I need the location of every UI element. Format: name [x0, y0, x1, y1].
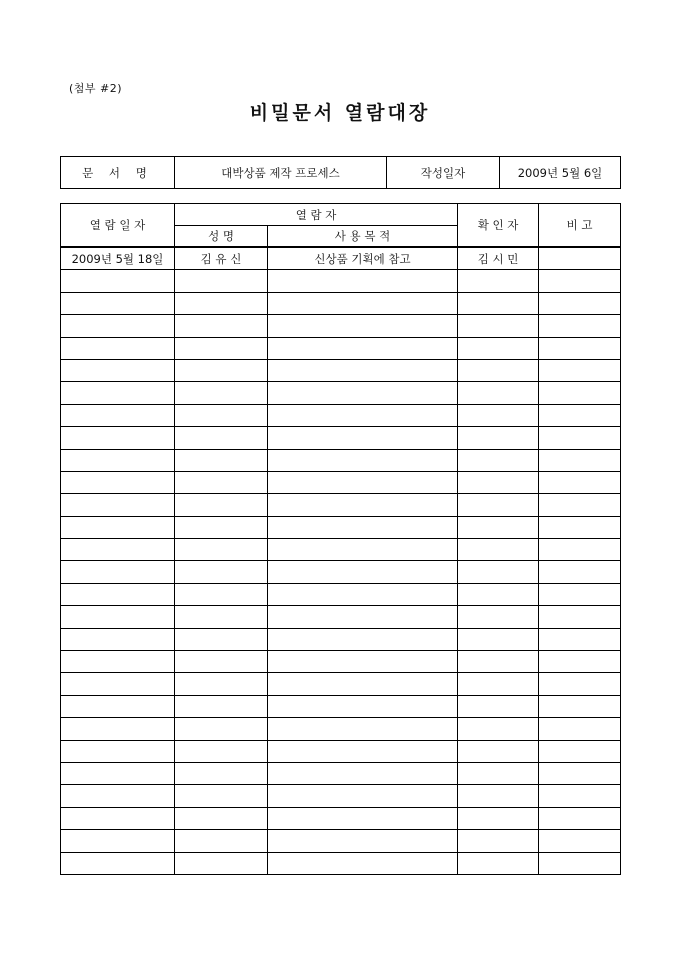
row-purpose [268, 852, 458, 874]
col-header-name: 성 명 [175, 226, 268, 248]
row-purpose [268, 695, 458, 717]
col-header-confirmer: 확 인 자 [458, 204, 539, 248]
row-name [175, 382, 268, 404]
row-note [539, 516, 621, 538]
row-confirmer [458, 830, 539, 852]
table-row [61, 785, 621, 807]
row-purpose [268, 830, 458, 852]
row-confirmer [458, 359, 539, 381]
row-confirmer [458, 382, 539, 404]
row-confirmer [458, 807, 539, 829]
row-date [61, 852, 175, 874]
row-note [539, 762, 621, 784]
row-purpose: 신상품 기획에 참고 [268, 247, 458, 270]
row-note [539, 449, 621, 471]
table-row [61, 337, 621, 359]
row-confirmer [458, 628, 539, 650]
row-note [539, 561, 621, 583]
row-purpose [268, 785, 458, 807]
document-info-table [60, 156, 621, 189]
row-date [61, 695, 175, 717]
table-row [61, 359, 621, 381]
row-purpose [268, 561, 458, 583]
row-confirmer [458, 740, 539, 762]
table-row [61, 539, 621, 561]
row-date [61, 539, 175, 561]
table-row [61, 561, 621, 583]
row-date: 2009년 5월 18일 [61, 247, 175, 270]
row-note [539, 404, 621, 426]
row-name [175, 762, 268, 784]
table-row [61, 830, 621, 852]
row-note [539, 337, 621, 359]
row-note [539, 628, 621, 650]
row-confirmer [458, 292, 539, 314]
table-row [61, 583, 621, 605]
row-purpose [268, 471, 458, 493]
row-date [61, 651, 175, 673]
row-confirmer [458, 561, 539, 583]
row-name [175, 315, 268, 337]
row-date [61, 785, 175, 807]
row-date [61, 382, 175, 404]
row-date [61, 427, 175, 449]
table-row [61, 740, 621, 762]
row-note [539, 427, 621, 449]
row-confirmer [458, 673, 539, 695]
table-row [61, 270, 621, 292]
row-confirmer [458, 606, 539, 628]
row-purpose [268, 359, 458, 381]
row-note [539, 539, 621, 561]
row-purpose [268, 494, 458, 516]
row-purpose [268, 516, 458, 538]
row-confirmer [458, 270, 539, 292]
col-header-note: 비 고 [539, 204, 621, 248]
row-name [175, 583, 268, 605]
row-name [175, 561, 268, 583]
row-date [61, 606, 175, 628]
row-date [61, 762, 175, 784]
row-note [539, 494, 621, 516]
row-note [539, 315, 621, 337]
row-purpose [268, 718, 458, 740]
row-name [175, 673, 268, 695]
table-row [61, 471, 621, 493]
row-note [539, 270, 621, 292]
row-name [175, 852, 268, 874]
row-note [539, 292, 621, 314]
row-name [175, 494, 268, 516]
row-purpose [268, 740, 458, 762]
row-name [175, 718, 268, 740]
row-confirmer [458, 449, 539, 471]
table-row [61, 651, 621, 673]
row-confirmer [458, 695, 539, 717]
row-confirmer [458, 471, 539, 493]
table-row [61, 695, 621, 717]
row-date [61, 359, 175, 381]
row-purpose [268, 382, 458, 404]
row-note [539, 807, 621, 829]
row-confirmer: 김 시 민 [458, 247, 539, 270]
reading-log-table [60, 203, 621, 875]
table-row [61, 494, 621, 516]
row-purpose [268, 583, 458, 605]
row-purpose [268, 628, 458, 650]
row-note [539, 606, 621, 628]
row-confirmer [458, 516, 539, 538]
table-row [61, 449, 621, 471]
attachment-label: (첨부 #2) [69, 82, 123, 95]
row-note [539, 785, 621, 807]
row-note [539, 740, 621, 762]
row-purpose [268, 807, 458, 829]
row-name [175, 785, 268, 807]
row-date [61, 471, 175, 493]
row-name [175, 337, 268, 359]
row-date [61, 404, 175, 426]
row-purpose [268, 315, 458, 337]
row-purpose [268, 762, 458, 784]
table-row [61, 292, 621, 314]
row-confirmer [458, 539, 539, 561]
table-row [61, 673, 621, 695]
table-row [61, 382, 621, 404]
table-row [61, 315, 621, 337]
table-row [61, 427, 621, 449]
table-row [61, 606, 621, 628]
table-row [61, 404, 621, 426]
row-date [61, 718, 175, 740]
col-header-reader: 열 람 자 [175, 204, 458, 226]
row-purpose [268, 449, 458, 471]
row-note [539, 583, 621, 605]
row-confirmer [458, 583, 539, 605]
row-purpose [268, 270, 458, 292]
row-note [539, 718, 621, 740]
row-date [61, 337, 175, 359]
row-name [175, 830, 268, 852]
row-confirmer [458, 315, 539, 337]
row-purpose [268, 404, 458, 426]
row-note [539, 852, 621, 874]
doc-name-value: 대박상품 제작 프로세스 [175, 157, 387, 189]
row-date [61, 494, 175, 516]
row-note [539, 247, 621, 270]
row-purpose [268, 292, 458, 314]
row-note [539, 830, 621, 852]
row-note [539, 673, 621, 695]
row-confirmer [458, 762, 539, 784]
table-row [61, 628, 621, 650]
row-purpose [268, 606, 458, 628]
row-name [175, 471, 268, 493]
created-date-value: 2009년 5월 6일 [500, 157, 621, 189]
row-confirmer [458, 785, 539, 807]
row-name [175, 292, 268, 314]
row-purpose [268, 651, 458, 673]
row-name [175, 359, 268, 381]
row-purpose [268, 337, 458, 359]
table-row [61, 852, 621, 874]
row-name [175, 427, 268, 449]
row-name [175, 449, 268, 471]
row-confirmer [458, 427, 539, 449]
row-date [61, 516, 175, 538]
row-date [61, 449, 175, 471]
row-date [61, 673, 175, 695]
row-date [61, 270, 175, 292]
row-confirmer [458, 718, 539, 740]
row-name [175, 740, 268, 762]
row-confirmer [458, 852, 539, 874]
row-confirmer [458, 404, 539, 426]
row-name [175, 516, 268, 538]
row-name [175, 606, 268, 628]
row-confirmer [458, 494, 539, 516]
row-purpose [268, 427, 458, 449]
row-note [539, 359, 621, 381]
row-date [61, 740, 175, 762]
row-date [61, 315, 175, 337]
row-confirmer [458, 651, 539, 673]
row-confirmer [458, 337, 539, 359]
doc-name-label: 문 서 명 [61, 157, 175, 189]
row-date [61, 830, 175, 852]
row-date [61, 807, 175, 829]
row-name [175, 539, 268, 561]
table-row [61, 516, 621, 538]
col-header-date: 열 람 일 자 [61, 204, 175, 248]
row-date [61, 292, 175, 314]
row-note [539, 382, 621, 404]
row-date [61, 628, 175, 650]
row-name [175, 651, 268, 673]
row-date [61, 583, 175, 605]
row-name [175, 628, 268, 650]
table-row [61, 718, 621, 740]
row-name [175, 807, 268, 829]
row-name [175, 695, 268, 717]
row-name [175, 404, 268, 426]
page-title: 비밀문서 열람대장 [249, 102, 431, 124]
table-row [61, 762, 621, 784]
row-name [175, 270, 268, 292]
table-row [61, 807, 621, 829]
row-note [539, 651, 621, 673]
row-date [61, 561, 175, 583]
created-date-label: 작성일자 [387, 157, 500, 189]
row-purpose [268, 673, 458, 695]
row-purpose [268, 539, 458, 561]
table-row [61, 247, 621, 270]
row-name: 김 유 신 [175, 247, 268, 270]
row-note [539, 471, 621, 493]
col-header-purpose: 사 용 목 적 [268, 226, 458, 248]
row-note [539, 695, 621, 717]
